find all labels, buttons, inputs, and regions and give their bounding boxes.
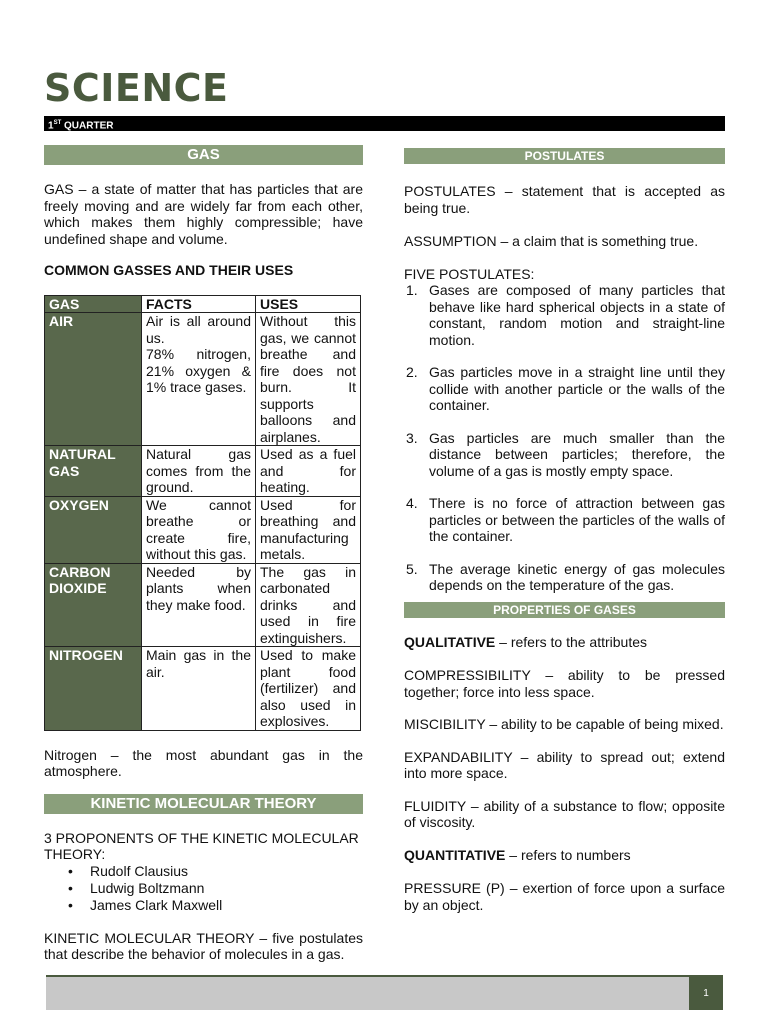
facts-cell: Air is all around us. 78% nitrogen, 21% oxygen & 1% trace gases.: [142, 313, 256, 446]
table-header-gas: GAS: [45, 295, 142, 313]
proponent-name: Rudolf Clausius: [90, 862, 189, 879]
miscibility-definition: MISCIBILITY – ability to be capable of being mixed.: [404, 716, 724, 732]
facts-cell: Main gas in the air.: [142, 647, 256, 731]
proponent-name: James Clark Maxwell: [90, 896, 223, 913]
postulates-heading: POSTULATES: [404, 148, 725, 164]
quarter-bar: [44, 116, 725, 131]
gas-definition: GAS – a state of matter that has particles that are freely moving and are widely far from each other, which makes them highly compressible; have undefined shape and volume.: [44, 181, 363, 247]
table-row: [45, 647, 361, 731]
assumption-definition: ASSUMPTION – a claim that is something true.: [404, 233, 699, 249]
postulates-list: [404, 282, 725, 594]
postulate-text: Gas particles are much smaller than the distance between particles; therefore, the volume of a gas is mostly empty space.: [429, 429, 725, 479]
list-item: 5. The average kinetic energy of gas molecules depends on the temperature of the gas.: [406, 560, 725, 593]
gas-name-cell: AIR: [45, 313, 142, 446]
kmt-definition: KINETIC MOLECULAR THEORY – five postulates that describe the behavior of molecules in a gas.: [44, 929, 363, 962]
uses-cell: The gas in carbonated drinks and used in fire extinguishers.: [256, 563, 361, 647]
gas-name-cell: CARBON DIOXIDE: [45, 563, 142, 647]
postulate-text: There is no force of attraction between gas particles or between the particles of the walls of the container.: [429, 495, 725, 544]
five-postulates-label: FIVE POSTULATES:: [404, 265, 535, 282]
qualitative-line: [404, 634, 725, 651]
gas-name-cell: NITROGEN: [45, 647, 142, 731]
nitrogen-note: Nitrogen – the most abundant gas in the atmosphere.: [44, 746, 363, 779]
list-item: 1. Gases are composed of many particles that behave like hard spherical objects in a state of constant, random motion and straight-line motion.: [406, 282, 725, 348]
bullet-icon: •: [68, 879, 73, 896]
properties-heading: PROPERTIES OF GASES: [404, 602, 725, 618]
facts-cell: Natural gas comes from the ground.: [142, 446, 256, 497]
proponent-name: Ludwig Boltzmann: [90, 879, 205, 896]
page-title: SCIENCE: [44, 66, 229, 110]
table-header-uses: USES: [256, 295, 361, 313]
gas-name-cell: NATURAL GAS: [45, 446, 142, 497]
postulate-text: Gas particles move in a straight line until they collide with another particle or the walls of the container.: [429, 364, 725, 413]
fluidity-definition: FLUIDITY – ability of a substance to flow; opposite of viscosity.: [404, 797, 725, 830]
compressibility-definition: COMPRESSIBILITY – ability to be pressed together; force into less space.: [404, 667, 725, 700]
qualitative-term: QUALITATIVE: [404, 633, 496, 650]
table-row: [45, 563, 361, 647]
table-row: [45, 446, 361, 497]
list-item: [44, 880, 363, 897]
right-column: [404, 145, 725, 913]
table-row: [45, 313, 361, 446]
quantitative-def: – refers to numbers: [505, 846, 631, 863]
uses-cell: Used to make plant food (fertilizer) and also used in explosives.: [256, 647, 361, 731]
table-header-facts: FACTS: [142, 295, 256, 313]
proponents-intro: 3 PROPONENTS OF THE KINETIC MOLECULAR THEORY:: [44, 829, 359, 862]
kmt-heading: KINETIC MOLECULAR THEORY: [44, 794, 363, 814]
footer-bar: [46, 975, 723, 1010]
proponents-list: [44, 863, 363, 914]
list-item: 3. Gas particles are much smaller than the distance between particles; therefore, the volume of a gas is mostly empty space.: [406, 429, 725, 479]
uses-cell: Without this gas, we cannot breathe and fire does not burn. It supports balloons and airplanes.: [256, 313, 361, 446]
postulate-text: The average kinetic energy of gas molecules depends on the temperature of the gas.: [429, 560, 725, 593]
table-heading: COMMON GASSES AND THEIR USES: [44, 262, 294, 278]
uses-cell: Used as a fuel and for heating.: [256, 446, 361, 497]
facts-cell: Needed by plants when they make food.: [142, 563, 256, 647]
bullet-icon: •: [68, 862, 73, 879]
list-item: [44, 897, 363, 914]
page-number: 1: [689, 977, 723, 1010]
uses-cell: Used for breathing and manufacturing metals.: [256, 496, 361, 563]
pressure-definition: PRESSURE (P) – exertion of force upon a surface by an object.: [404, 880, 725, 913]
list-item: 4. There is no force of attraction between gas particles or between the particles of the walls of the container.: [406, 495, 725, 544]
quarter-superscript: ST: [53, 120, 62, 126]
list-item: [44, 863, 363, 880]
table-row: [45, 496, 361, 563]
postulate-text: Gases are composed of many particles that behave like hard spherical objects in a state of constant, random motion and straight-line motion.: [429, 282, 725, 348]
gas-heading: GAS: [44, 145, 363, 165]
left-column: [44, 145, 363, 963]
table-header-row: [45, 295, 361, 313]
quarter-label: QUARTER: [64, 120, 114, 132]
quarter-number: 1: [48, 120, 54, 132]
bullet-icon: •: [68, 896, 73, 913]
gas-table: [44, 295, 361, 731]
list-item: 2. Gas particles move in a straight line until they collide with another particle or the walls of the container.: [406, 364, 725, 413]
quantitative-line: [404, 847, 725, 864]
facts-cell: We cannot breathe or create fire, without this gas.: [142, 496, 256, 563]
postulates-definition: POSTULATES – statement that is accepted as being true.: [404, 183, 725, 216]
qualitative-def: – refers to the attributes: [495, 633, 648, 650]
gas-name-cell: OXYGEN: [45, 496, 142, 563]
expandability-definition: EXPANDABILITY – ability to spread out; extend into more space.: [404, 748, 725, 781]
quantitative-term: QUANTITATIVE: [404, 846, 506, 863]
